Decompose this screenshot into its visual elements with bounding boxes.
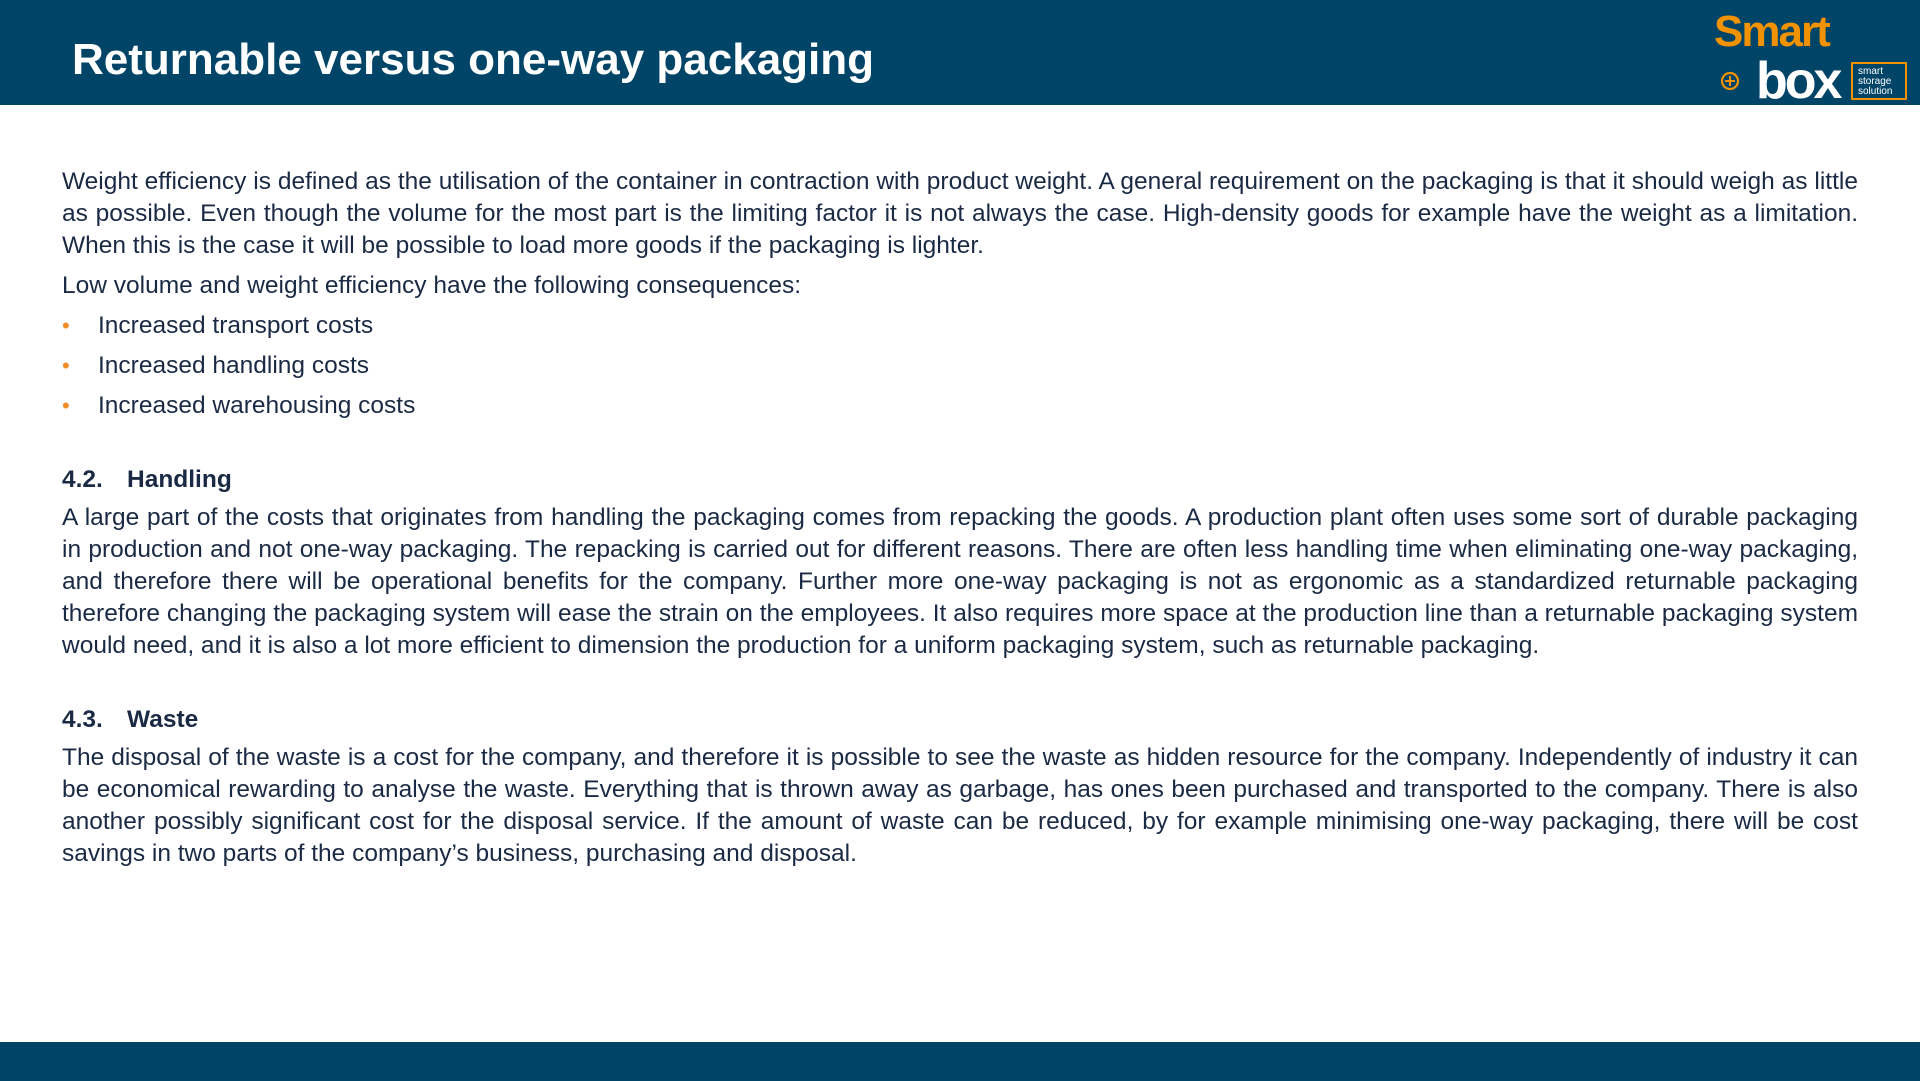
- section-title: Waste: [127, 706, 199, 733]
- section-heading-waste: [62, 704, 1858, 736]
- footer-bar: [0, 1042, 1920, 1081]
- list-item: [62, 350, 1858, 382]
- smartbox-logo: [1710, 8, 1910, 102]
- svg-text:smart: smart: [1858, 66, 1883, 77]
- bullet-icon: •: [62, 353, 70, 378]
- consequences-lead: Low volume and weight efficiency have the following consequences:: [62, 272, 802, 299]
- section-heading-handling: [62, 464, 1858, 496]
- list-item-text: Increased transport costs: [98, 312, 374, 339]
- section-number: 4.2.: [62, 466, 103, 493]
- svg-text:solution: solution: [1858, 86, 1893, 97]
- section-title: Handling: [127, 466, 232, 493]
- list-item-text: Increased warehousing costs: [98, 392, 416, 419]
- bullet-icon: •: [62, 393, 70, 418]
- list-item: [62, 390, 1858, 422]
- section-number: 4.3.: [62, 706, 103, 733]
- page-title: Returnable versus one-way packaging: [72, 35, 875, 84]
- handling-paragraph: A large part of the costs that originates from handling the packaging comes from repacking the goods. A production plant often uses some sort of durable packaging in production and not one-way packaging. The repacking is carried out for different reasons. There are often less handling time when eliminating one-way packaging, and therefore there will be operational benefits for the company. Further more one-way packaging is not as ergonomic as a standardized returnable packaging therefore changing the packaging system will ease the strain on the employees. It also requires more space at the production line than a returnable packaging system would need, and it is also a lot more efficient to dimension the production for a uniform packaging system, such as returnable packaging.: [62, 504, 1858, 659]
- svg-text:storage: storage: [1858, 76, 1892, 87]
- document-body: [62, 166, 1858, 870]
- bullet-icon: •: [62, 313, 70, 338]
- intro-paragraph: Weight efficiency is defined as the utilisation of the container in contraction with product weight. A general requirement on the packaging is that it should weigh as little as possible. Even though the volume for the most part is the limiting factor it is not always the case. High-density goods for example have the weight as a limitation. When this is the case it will be possible to load more goods if the packaging is lighter.: [62, 168, 1858, 259]
- header-bar: [0, 0, 1920, 105]
- svg-text:box: box: [1756, 52, 1840, 102]
- list-item-text: Increased handling costs: [98, 352, 370, 379]
- waste-paragraph: The disposal of the waste is a cost for the company, and therefore it is possible to see the waste as hidden resource for the company. Independently of industry it can be economical rewarding to analyse the waste. Everything that is thrown away as garbage, has ones been purchased and transported to the company. There is also another possibly significant cost for the disposal service. If the amount of waste can be reduced, by for example minimising one-way packaging, there will be cost savings in two parts of the company’s business, purchasing and disposal.: [62, 744, 1858, 867]
- consequences-list: [62, 310, 1858, 422]
- svg-text:Smart: Smart: [1714, 8, 1829, 56]
- list-item: [62, 310, 1858, 342]
